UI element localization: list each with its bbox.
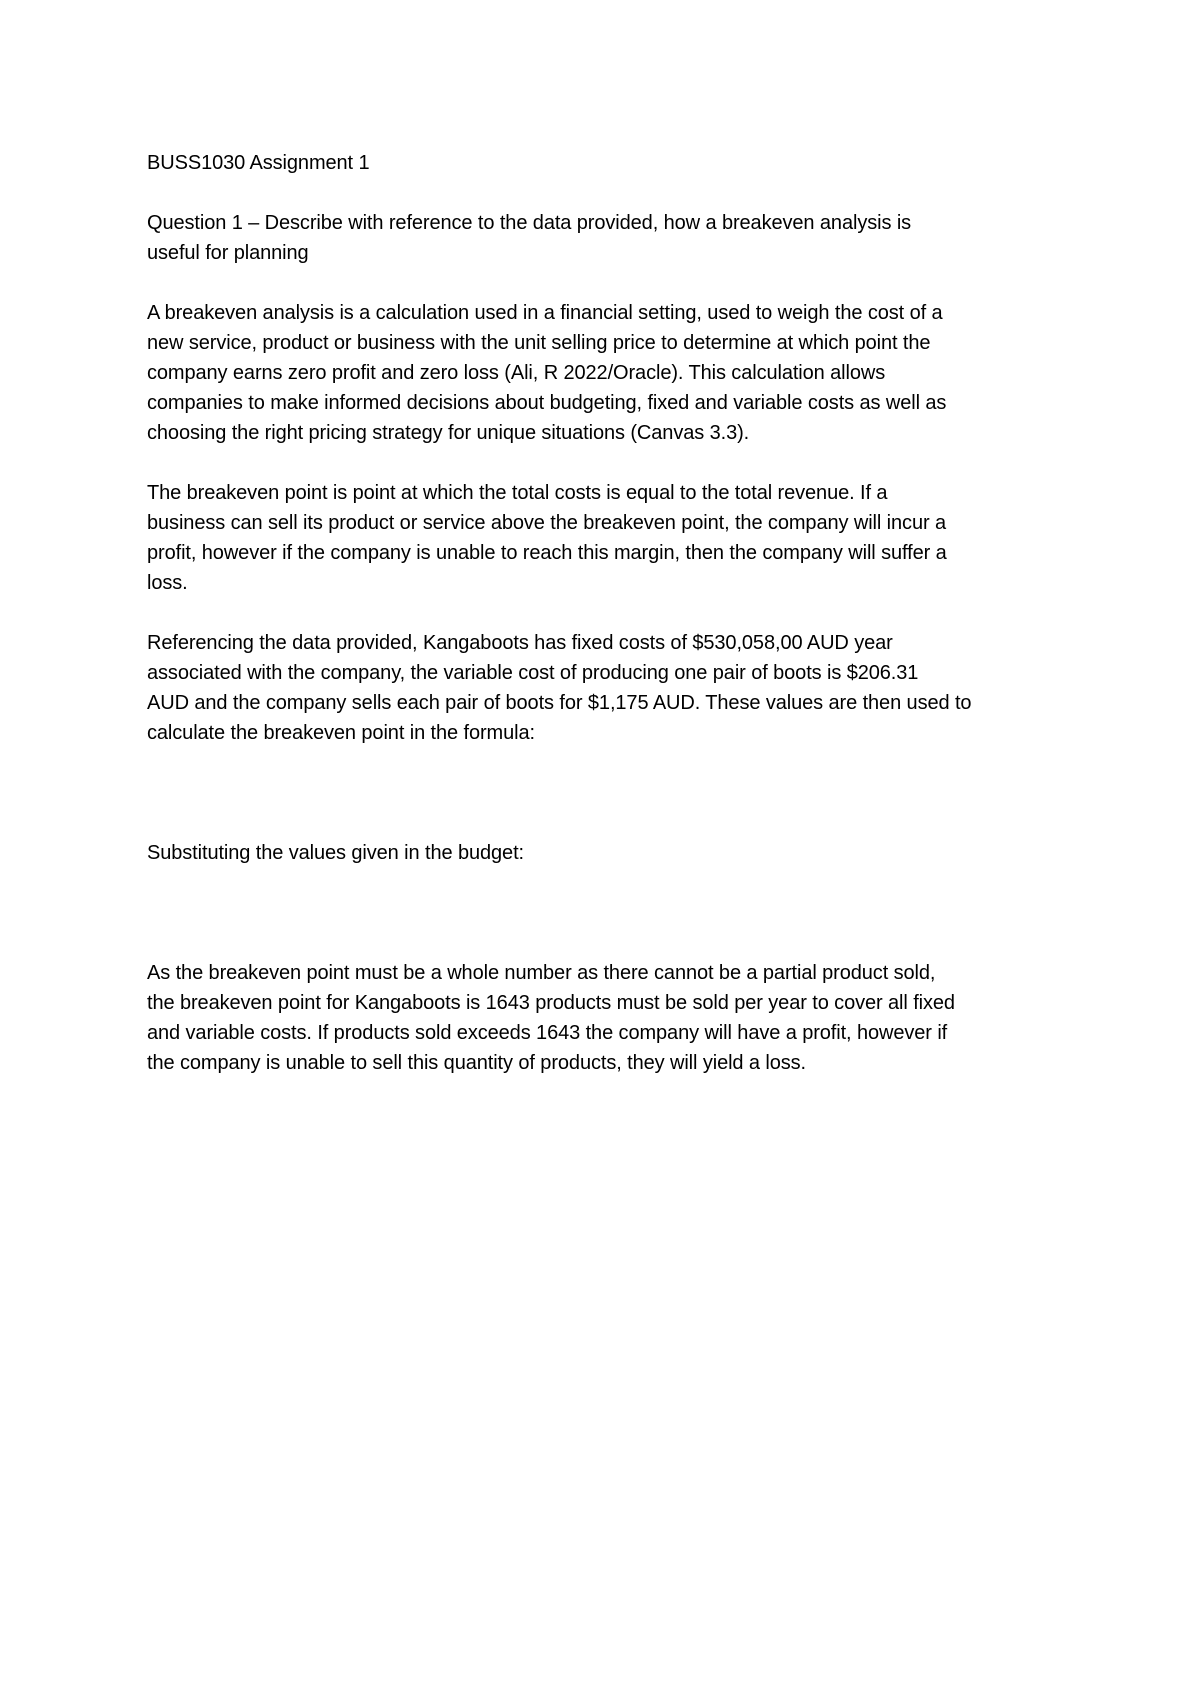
document-title: BUSS1030 Assignment 1 — [147, 152, 370, 174]
paragraph-kangaboots-data: Referencing the data provided, Kangaboots has fixed costs of $530,058,00 AUD year associated with the company, the variable cost of producing one pair of boots is $206.31 AUD and the company sells each pair of boots for $1,175 AUD. These values are then used to calculate the breakeven point in the formula: — [147, 632, 972, 744]
paragraph-definition: A breakeven analysis is a calculation used in a financial setting, used to weigh the cost of a new service, product or business with the unit selling price to determine at which point the company earns zero profit and zero loss (Ali, R 2022/Oracle). This calculation allows companies to make informed decisions about budgeting, fixed and variable costs as well as choosing the right pricing strategy for unique situations (Canvas 3.3). — [147, 302, 947, 444]
document-body — [147, 148, 1067, 1108]
question-heading: Question 1 – Describe with reference to the data provided, how a breakeven analysis is useful for planning — [147, 212, 912, 264]
paragraph-conclusion: As the breakeven point must be a whole number as there cannot be a partial product sold, the breakeven point for Kangaboots is 1643 products must be sold per year to cover all fixed and variable costs. If products sold exceeds 1643 the company will have a profit, however if the company is unable to sell this quantity of products, they will yield a loss. — [147, 962, 955, 1074]
paragraph-breakeven-point: The breakeven point is point at which the total costs is equal to the total revenue. If a business can sell its product or service above the breakeven point, the company will incur a profit, however if the company is unable to reach this margin, then the company will suffer a loss. — [147, 482, 947, 594]
substitution-heading: Substituting the values given in the budget: — [147, 842, 524, 864]
